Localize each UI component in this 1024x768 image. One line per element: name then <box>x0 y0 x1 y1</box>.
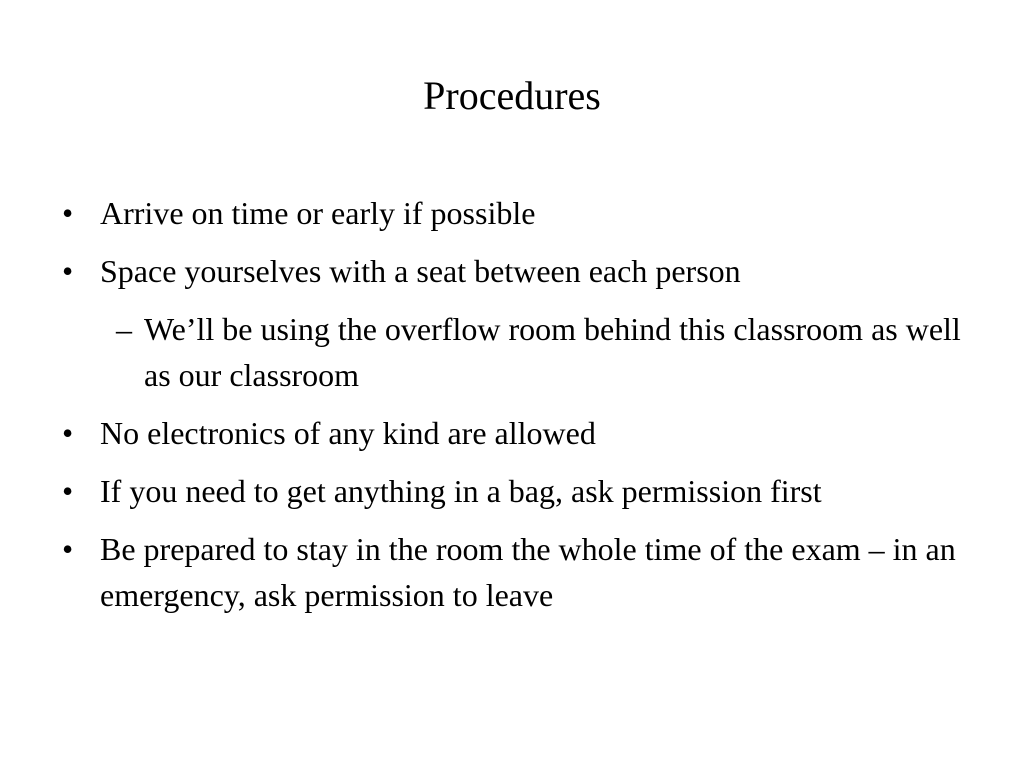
bullet-marker: • <box>62 253 74 289</box>
sub-bullet-item <box>100 306 976 398</box>
sub-bullet-text: We’ll be using the overflow room behind this classroom as well as our classroom <box>144 311 961 393</box>
bullet-item <box>56 526 976 618</box>
bullet-marker: • <box>62 531 74 567</box>
bullet-marker: • <box>62 473 74 509</box>
sub-bullet-marker: – <box>116 311 132 347</box>
bullet-item <box>56 190 976 236</box>
bullet-text: Be prepared to stay in the room the whole time of the exam – in an emergency, ask permission to leave <box>100 531 956 613</box>
bullet-item <box>56 410 976 456</box>
bullet-marker: • <box>62 195 74 231</box>
bullet-list <box>56 190 976 630</box>
slide-title: Procedures <box>423 73 601 118</box>
bullet-item <box>56 468 976 514</box>
bullet-text: If you need to get anything in a bag, ask permission first <box>100 473 822 509</box>
bullet-marker: • <box>62 415 74 451</box>
sub-bullet-list <box>100 306 976 398</box>
bullet-text: Space yourselves with a seat between each person <box>100 253 741 289</box>
bullet-text: No electronics of any kind are allowed <box>100 415 596 451</box>
bullet-item <box>56 248 976 398</box>
bullet-text: Arrive on time or early if possible <box>100 195 536 231</box>
